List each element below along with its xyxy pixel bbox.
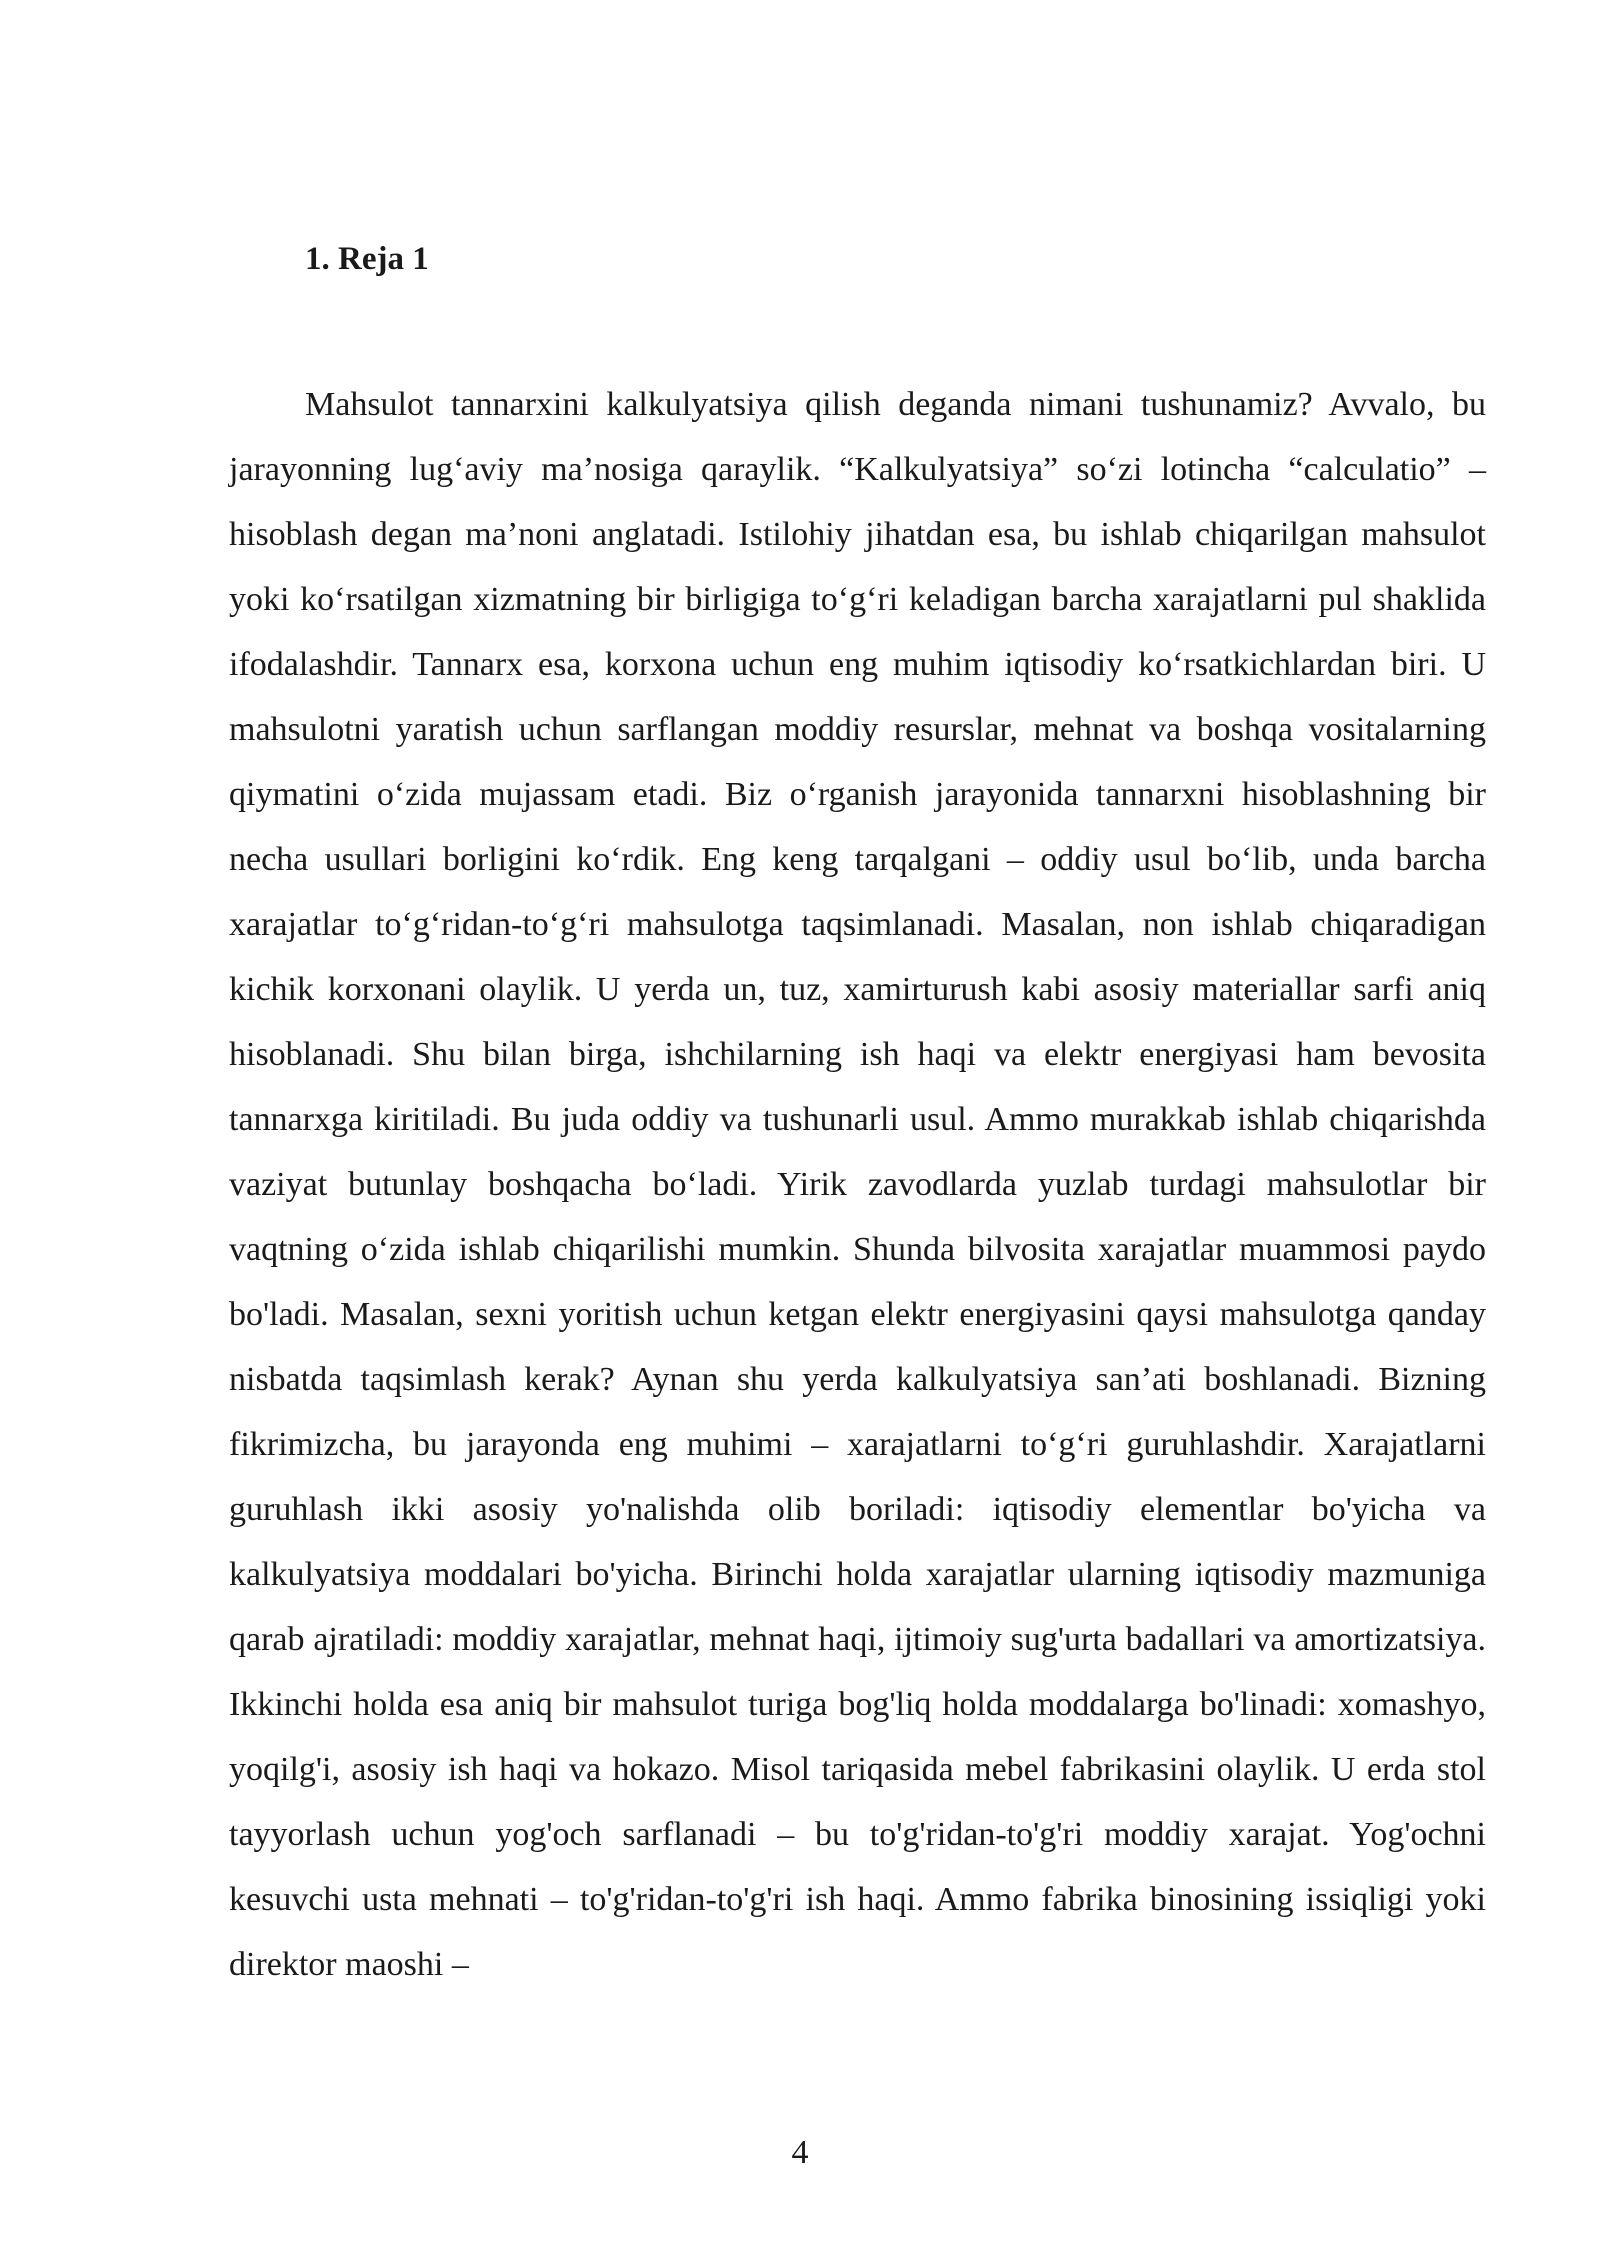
section-heading: 1. Reja 1 — [305, 241, 429, 277]
page-number: 4 — [791, 2134, 809, 2171]
body-paragraph: Mahsulot tannarxini kalkulyatsiya qilish deganda nimani tushunamiz? Avvalo, bu jarayonning lug‘aviy ma’nosiga qaraylik. “Kalkulyatsiya” so‘zi lotincha “calculatio” – hisoblash degan ma’noni anglatadi. Istilohiy jihatdan esa, bu ishlab chiqarilgan mahsulot yoki ko‘rsatilgan xizmatning bir birligiga to‘g‘ri keladigan barcha xarajatlarni pul shaklida ifodalashdir. Tannarx esa, korxona uchun eng muhim iqtisodiy ko‘rsatkichlardan biri. U mahsulotni yaratish uchun sarflangan moddiy resurslar, mehnat va boshqa vositalarning qiymatini o‘zida mujassam etadi. Biz o‘rganish jarayonida tannarxni hisoblashning bir necha usullari borligini ko‘rdik. Eng keng tarqalgani – oddiy usul bo‘lib, unda barcha xarajatlar to‘g‘ridan-to‘g‘ri mahsulotga taqsimlanadi. Masalan, non ishlab chiqaradigan kichik korxonani olaylik. U yerda un, tuz, xamirturush kabi asosiy materiallar sarfi aniq hisoblanadi. Shu bilan birga, ishchilarning ish haqi va elektr energiyasi ham bevosita tannarxga kiritiladi. Bu juda oddiy va tushunarli usul. Ammo murakkab ishlab chiqarishda vaziyat butunlay boshqacha bo‘ladi. Yirik zavodlarda yuzlab turdagi mahsulotlar bir vaqtning o‘zida ishlab chiqarilishi mumkin. Shunda bilvosita xarajatlar muammosi paydo bo'ladi. Masalan, sexni yoritish uchun ketgan elektr energiyasini qaysi mahsulotga qanday nisbatda taqsimlash kerak? Aynan shu yerda kalkulyatsiya san’ati boshlanadi. Bizning fikrimizcha, bu jarayonda eng muhimi – xarajatlarni to‘g‘ri guruhlashdir. Xarajatlarni guruhlash ikki asosiy yo'nalishda olib boriladi: iqtisodiy elementlar bo'yicha va kalkulyatsiya moddalari bo'yicha. Birinchi holda xarajatlar ularning iqtisodiy mazmuniga qarab ajratiladi: moddiy xarajatlar, mehnat haqi, ijtimoiy sug'urta badallari va amortizatsiya. Ikkinchi holda esa aniq bir mahsulot turiga bog'liq holda moddalarga bo'linadi: xomashyo, yoqilg'i, asosiy ish haqi va hokazo. Misol tariqasida mebel fabrikasini olaylik. U erda stol tayyorlash uchun yog'och sarflanadi – bu to'g'ridan-to'g'ri moddiy xarajat. Yog'ochni kesuvchi usta mehnati – to'g'ridan-to'g'ri ish haqi. Ammo fabrika binosining issiqligi yoki direktor maoshi – — [229, 386, 1486, 1983]
